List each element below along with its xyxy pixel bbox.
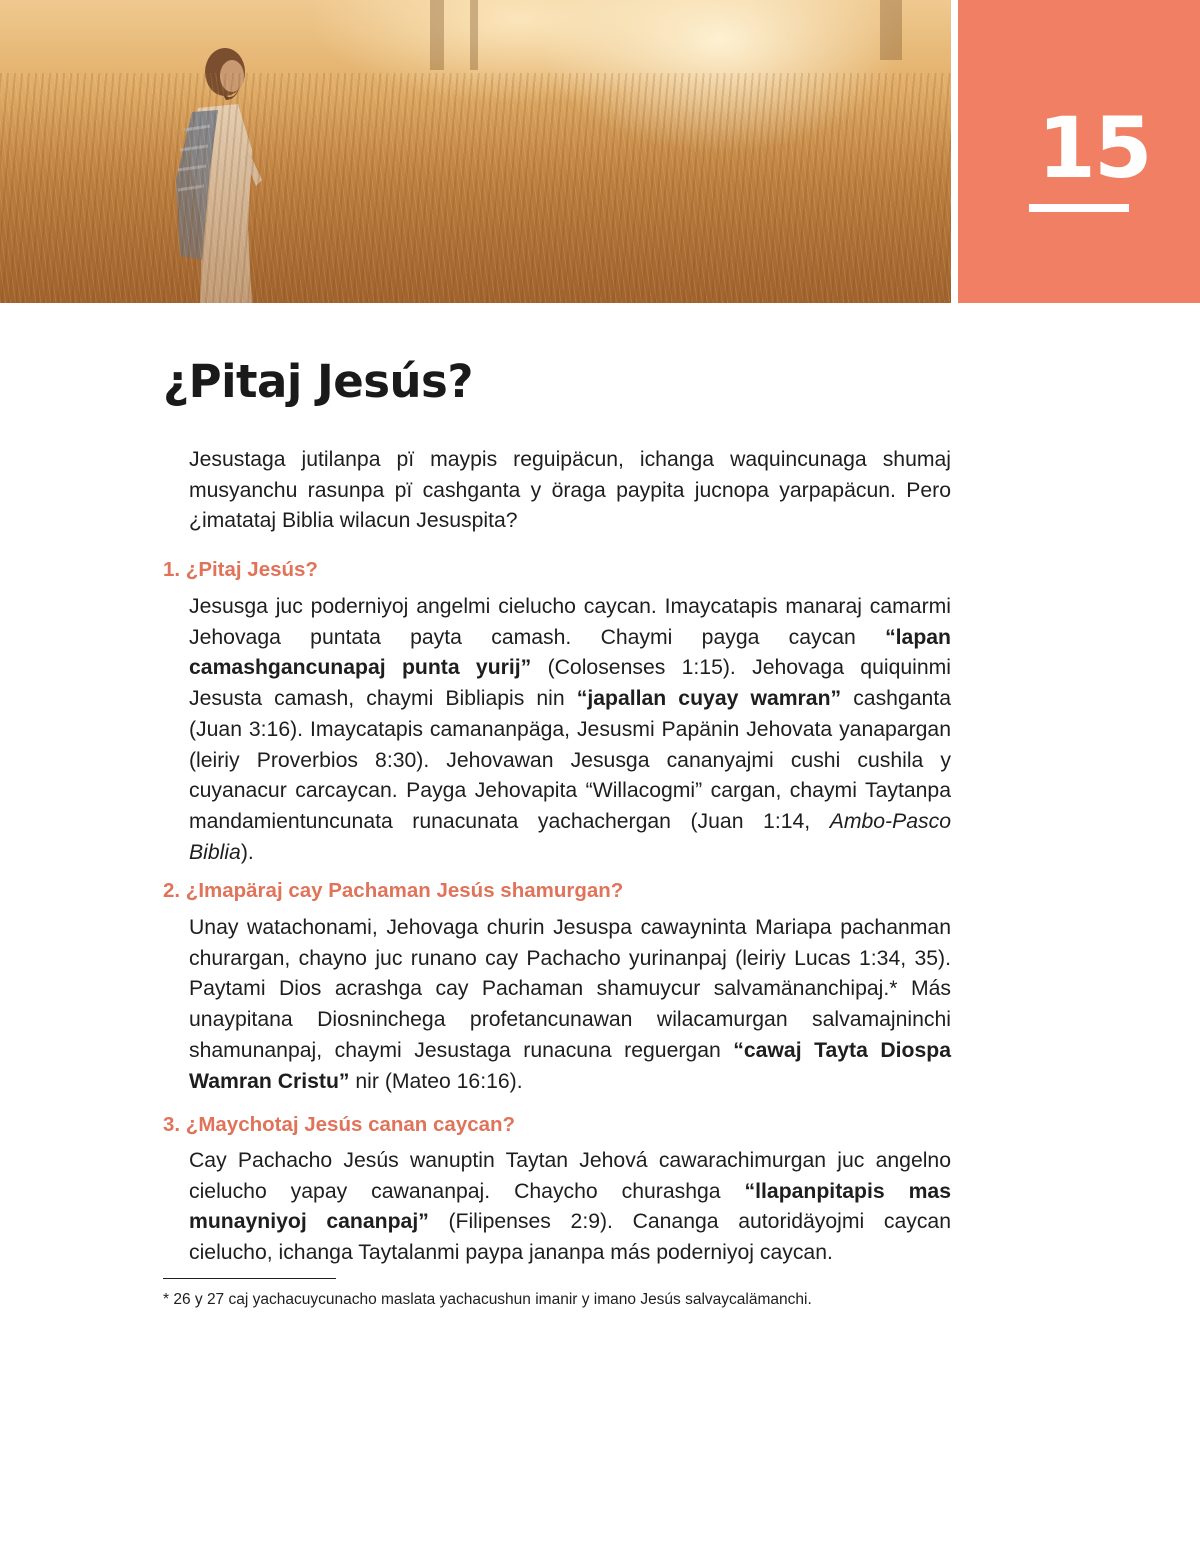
scripture-quote: “japallan cuyay wamran” (576, 687, 842, 711)
scripture-quote: “llapanpitapis mas munayniyoj cananpaj” (189, 1179, 951, 1234)
answer-paragraph-1: Jesusga juc poderniyoj angelmi cielucho caycan. Imaycatapis manaraj camarmi Jehovaga puntata payta camash. Chaymi payga caycan “lapan camashgancunapaj punta yurij” (Colosenses 1:15). Jehovaga quiquinmi Jesusta camash, chaymi Bibliapis nin “japallan cuyay wamran” cashganta (Juan 3:16). Imaycatapis camananpäga, Jesusmi Papänin Jehovata yanapargan (leiriy Proverbios 8:30). Jehovawan Jesusga cananyajmi cushi cushila y cuyanacur carcaycan. Payga Jehovapita “Willacogmi” cargan, chaymi Taytanpa mandamientuncunata runacunata yachachergan (Juan 1:14, Ambo-Pasco Biblia). (189, 595, 951, 864)
answer-paragraph-2: Unay watachonami, Jehovaga churin Jesuspa cawayninta Mariapa pachanman churargan, chayno juc runano cay Pachacho yurinanpaj (leiriy Lucas 1:34, 35). Paytami Dios acrashga cay Pachaman shamuycur salvamänanchipaj.* Más unaypitana Diosninchega profetancunawan wilacamurgan salvamajninchi shamunanpaj, chaymi Jesustaga runacuna reguergan “cawaj Tayta Diospa Wamran Cristu” nir (Mateo 16:16). (189, 916, 951, 1093)
scripture-quote: “cawaj Tayta Diospa Wamran Cristu” (189, 1038, 951, 1093)
chapter-badge (958, 0, 1200, 303)
bible-version: Ambo-Pasco Biblia (189, 809, 951, 864)
hero-photo (0, 0, 951, 303)
footnote-divider (163, 1278, 336, 1279)
question-heading-3: 3. ¿Maychotaj Jesús canan caycan? (163, 1113, 516, 1136)
question-heading-1: 1. ¿Pitaj Jesús? (163, 558, 318, 581)
page-title: ¿Pitaj Jesús? (163, 355, 473, 408)
footnote: * 26 y 27 caj yachacuycunacho maslata yachacushun imanir y imano Jesús salvaycalämanchi. (163, 1291, 812, 1308)
question-heading-2: 2. ¿Imapäraj cay Pachaman Jesús shamurgan? (163, 879, 624, 902)
scripture-quote: “lapan camashgancunapaj punta yurij” (189, 625, 951, 680)
chapter-underline (1029, 204, 1129, 212)
intro-paragraph: Jesustaga jutilanpa pï maypis reguipäcun, ichanga waquincunaga shumaj musyanchu rasunpa pï cashganta y öraga paypita jucnopa yarpapäcun. Pero ¿imatataj Biblia wilacun Jesuspita? (189, 448, 951, 533)
chapter-number: 15 (1037, 99, 1151, 197)
answer-paragraph-3: Cay Pachacho Jesús wanuptin Taytan Jehová cawarachimurgan juc angelno cielucho yapay cawananpaj. Chaycho churashga “llapanpitapis mas munayniyoj cananpaj” (Filipenses 2:9). Cananga autoridäyojmi caycan cielucho, ichanga Taytalanmi paypa jananpa más poderniyoj caycan. (189, 1149, 951, 1265)
